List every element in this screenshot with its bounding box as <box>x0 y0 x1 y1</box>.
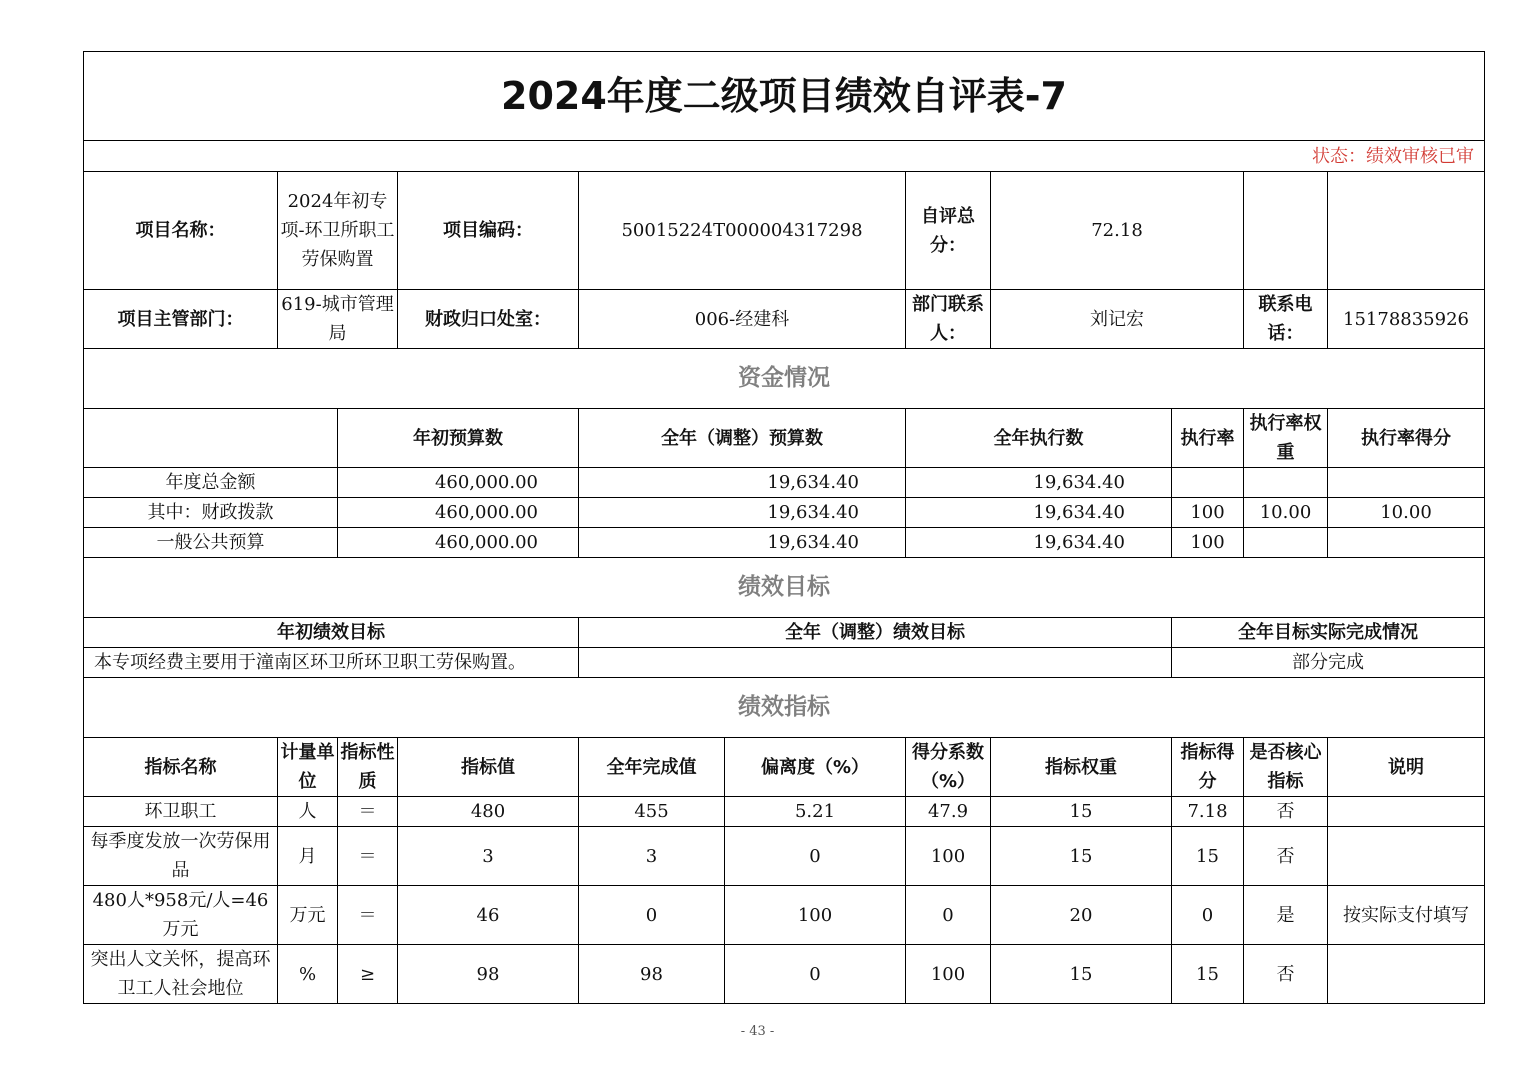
ind-cell: 按实际支付填写 <box>1328 886 1485 945</box>
funds-row-label: 一般公共预算 <box>84 528 338 558</box>
ind-cell: 万元 <box>278 886 338 945</box>
empty-cell <box>1244 172 1328 290</box>
funds-cell: 19,634.40 <box>579 468 906 498</box>
funds-header-rate-score: 执行率得分 <box>1328 409 1485 468</box>
ind-cell <box>1328 827 1485 886</box>
table-row <box>84 886 1485 945</box>
ind-cell: 环卫职工 <box>84 797 278 827</box>
funds-cell: 19,634.40 <box>579 498 906 528</box>
ind-header-actual: 全年完成值 <box>579 738 725 797</box>
table-row <box>84 528 1485 558</box>
project-code-value: 50015224T000004317298 <box>579 172 906 290</box>
ind-cell: 0 <box>725 827 906 886</box>
ind-cell: 否 <box>1244 827 1328 886</box>
phone-value: 15178835926 <box>1328 290 1485 349</box>
ind-cell: 15 <box>1172 945 1244 1004</box>
ind-cell: 0 <box>906 886 991 945</box>
funds-header-adjusted-budget: 全年（调整）预算数 <box>579 409 906 468</box>
ind-cell: 15 <box>991 827 1172 886</box>
goal-adjusted-text <box>579 648 1172 678</box>
table-row <box>84 498 1485 528</box>
ind-cell: 0 <box>1172 886 1244 945</box>
table-row <box>84 797 1485 827</box>
funds-header-rate-weight: 执行率权重 <box>1244 409 1328 468</box>
table-row <box>84 945 1485 1004</box>
empty-cell <box>1328 172 1485 290</box>
ind-header-deviation: 偏离度（%） <box>725 738 906 797</box>
funds-section-title: 资金情况 <box>84 349 1485 409</box>
project-code-label: 项目编码： <box>398 172 579 290</box>
funds-header-executed: 全年执行数 <box>906 409 1172 468</box>
phone-label: 联系电话： <box>1244 290 1328 349</box>
ind-cell: 98 <box>579 945 725 1004</box>
funds-row-label: 其中：财政拨款 <box>84 498 338 528</box>
funds-cell: 460,000.00 <box>338 528 579 558</box>
ind-cell: 98 <box>398 945 579 1004</box>
ind-cell: 5.21 <box>725 797 906 827</box>
ind-cell: ＝ <box>338 797 398 827</box>
funds-cell: 100 <box>1172 528 1244 558</box>
ind-cell: 455 <box>579 797 725 827</box>
ind-cell: ＝ <box>338 886 398 945</box>
funds-cell: 10.00 <box>1328 498 1485 528</box>
finance-office-label: 财政归口处室： <box>398 290 579 349</box>
funds-cell: 19,634.40 <box>906 468 1172 498</box>
ind-cell: 人 <box>278 797 338 827</box>
finance-office-value: 006-经建科 <box>579 290 906 349</box>
ind-cell: 46 <box>398 886 579 945</box>
goals-section-title: 绩效目标 <box>84 558 1485 618</box>
ind-cell: 480 <box>398 797 579 827</box>
contact-value: 刘记宏 <box>991 290 1244 349</box>
funds-cell <box>1244 528 1328 558</box>
goals-header-adjusted: 全年（调整）绩效目标 <box>579 618 1172 648</box>
ind-cell: 47.9 <box>906 797 991 827</box>
ind-cell: 否 <box>1244 945 1328 1004</box>
ind-header-nature: 指标性质 <box>338 738 398 797</box>
ind-cell: 月 <box>278 827 338 886</box>
ind-header-target: 指标值 <box>398 738 579 797</box>
ind-header-name: 指标名称 <box>84 738 278 797</box>
table-row <box>84 648 1485 678</box>
goal-initial-text: 本专项经费主要用于潼南区环卫所环卫职工劳保购置。 <box>84 648 579 678</box>
ind-header-weight: 指标权重 <box>991 738 1172 797</box>
ind-cell: ＝ <box>338 827 398 886</box>
funds-cell: 460,000.00 <box>338 498 579 528</box>
page-number: - 43 - <box>740 1024 775 1039</box>
ind-cell: 7.18 <box>1172 797 1244 827</box>
ind-cell: % <box>278 945 338 1004</box>
ind-cell: 否 <box>1244 797 1328 827</box>
funds-cell: 100 <box>1172 498 1244 528</box>
ind-cell: 20 <box>991 886 1172 945</box>
table-row <box>84 827 1485 886</box>
ind-cell: 3 <box>579 827 725 886</box>
ind-header-score: 指标得分 <box>1172 738 1244 797</box>
page-title: 2024年度二级项目绩效自评表-7 <box>84 52 1485 141</box>
goals-header-initial: 年初绩效目标 <box>84 618 579 648</box>
project-name-value: 2024年初专项-环卫所职工劳保购置 <box>278 172 398 290</box>
goal-completion-text: 部分完成 <box>1172 648 1485 678</box>
ind-cell: 100 <box>906 945 991 1004</box>
ind-cell: 突出人文关怀，提高环卫工人社会地位 <box>84 945 278 1004</box>
funds-header-initial-budget: 年初预算数 <box>338 409 579 468</box>
funds-cell: 19,634.40 <box>906 528 1172 558</box>
status-badge: 状态：绩效审核已审 <box>84 141 1485 172</box>
ind-cell: ≥ <box>338 945 398 1004</box>
ind-cell: 15 <box>1172 827 1244 886</box>
funds-cell <box>1328 468 1485 498</box>
ind-header-core: 是否核心指标 <box>1244 738 1328 797</box>
ind-cell: 3 <box>398 827 579 886</box>
goals-header-completion: 全年目标实际完成情况 <box>1172 618 1485 648</box>
self-score-label: 自评总分： <box>906 172 991 290</box>
ind-cell <box>1328 797 1485 827</box>
project-name-label: 项目名称： <box>84 172 278 290</box>
ind-header-note: 说明 <box>1328 738 1485 797</box>
funds-cell: 19,634.40 <box>906 498 1172 528</box>
funds-cell: 10.00 <box>1244 498 1328 528</box>
dept-label: 项目主管部门： <box>84 290 278 349</box>
funds-header-exec-rate: 执行率 <box>1172 409 1244 468</box>
funds-cell <box>1244 468 1328 498</box>
funds-cell: 19,634.40 <box>579 528 906 558</box>
ind-cell: 0 <box>579 886 725 945</box>
funds-cell <box>1328 528 1485 558</box>
ind-cell: 每季度发放一次劳保用品 <box>84 827 278 886</box>
ind-cell <box>1328 945 1485 1004</box>
table-row <box>84 468 1485 498</box>
ind-cell: 15 <box>991 797 1172 827</box>
self-evaluation-table <box>83 51 1485 1004</box>
ind-cell: 100 <box>725 886 906 945</box>
ind-cell: 0 <box>725 945 906 1004</box>
ind-cell: 100 <box>906 827 991 886</box>
funds-row-label: 年度总金额 <box>84 468 338 498</box>
funds-header-blank <box>84 409 338 468</box>
indicators-section-title: 绩效指标 <box>84 678 1485 738</box>
contact-label: 部门联系人： <box>906 290 991 349</box>
ind-cell: 480人*958元/人=46万元 <box>84 886 278 945</box>
self-score-value: 72.18 <box>991 172 1244 290</box>
ind-cell: 是 <box>1244 886 1328 945</box>
dept-value: 619-城市管理局 <box>278 290 398 349</box>
ind-header-coefficient: 得分系数（%） <box>906 738 991 797</box>
funds-cell <box>1172 468 1244 498</box>
ind-header-unit: 计量单位 <box>278 738 338 797</box>
ind-cell: 15 <box>991 945 1172 1004</box>
funds-cell: 460,000.00 <box>338 468 579 498</box>
